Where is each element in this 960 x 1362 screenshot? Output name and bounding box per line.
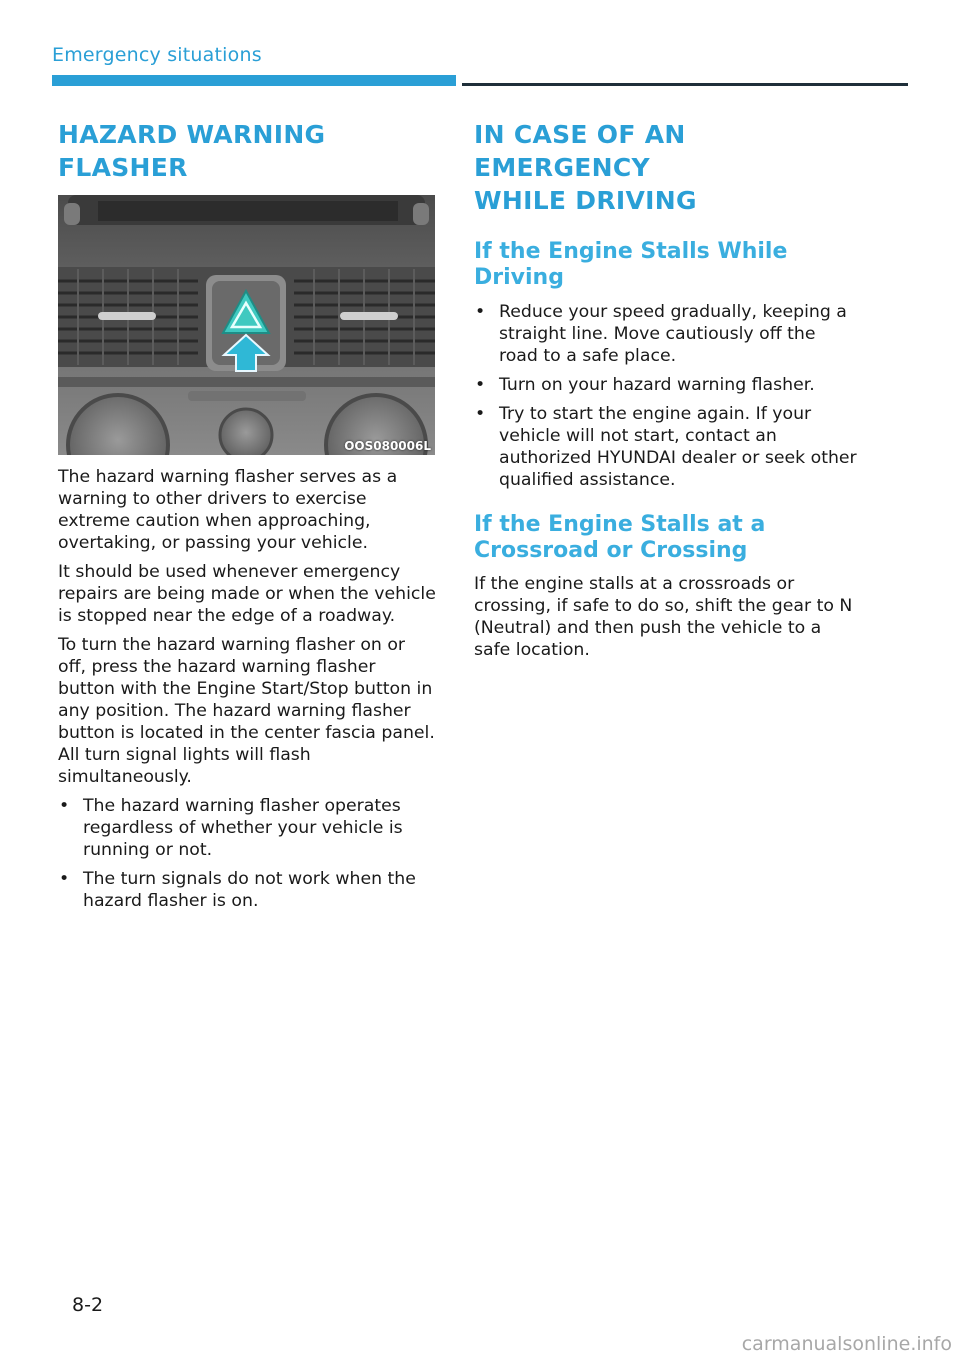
figure-code-label: OOS080006L xyxy=(344,439,431,453)
right-column xyxy=(474,118,858,661)
stall-driving-title: If the Engine Stalls While Driving xyxy=(474,239,788,290)
hazard-paragraph-3: To turn the hazard warning flasher on or off, press the hazard warning flasher button with the Engine Start/Stop button in any position. The hazard warning flasher button is located in the center fascia panel. All turn signal lights will flash simultaneously. xyxy=(58,635,435,787)
emergency-heading-line1: IN CASE OF AN EMERGENCY xyxy=(474,120,686,182)
header-rule-thin xyxy=(462,83,908,86)
list-item: • Reduce your speed gradually, keeping a straight line. Move cautiously off the road to a safe place. xyxy=(474,301,858,367)
list-item: • Try to start the engine again. If your vehicle will not start, contact an authorized HYUNDAI dealer or seek other qualified assistance. xyxy=(474,403,858,491)
stall-crossroad-title: If the Engine Stalls at a Crossroad or Crossing xyxy=(474,512,766,563)
hazard-heading-line2: FLASHER xyxy=(58,153,188,182)
section-header-title: Emergency situations xyxy=(52,44,262,66)
hazard-bullet-list xyxy=(58,795,436,912)
hazard-paragraph-1: The hazard warning flasher serves as a warning to other drivers to exercise extreme caution when approaching, overtaking, or passing your vehicle. xyxy=(58,467,398,553)
list-item: • The turn signals do not work when the hazard flasher is on. xyxy=(58,868,436,912)
emergency-heading xyxy=(474,118,858,217)
hazard-button-figure xyxy=(58,195,435,455)
list-item: • The hazard warning flasher operates regardless of whether your vehicle is running or not. xyxy=(58,795,436,861)
stall-driving-list xyxy=(474,301,858,491)
page-number: 8-2 xyxy=(72,1294,104,1316)
hazard-heading xyxy=(58,118,436,184)
list-item: • Turn on your hazard warning flasher. xyxy=(474,374,858,396)
header-rule-accent xyxy=(52,75,456,86)
hazard-button-illustration xyxy=(58,195,435,455)
hazard-paragraph-2: It should be used whenever emergency repairs are being made or when the vehicle is stopped near the edge of a roadway. xyxy=(58,562,436,626)
emergency-heading-line2: WHILE DRIVING xyxy=(474,186,697,215)
hazard-heading-line1: HAZARD WARNING xyxy=(58,120,326,149)
stall-crossroad-paragraph: If the engine stalls at a crossroads or crossing, if safe to do so, shift the gear to N (Neutral) and then push the vehicle to a safe location. xyxy=(474,574,853,660)
watermark: carmanualsonline.info xyxy=(741,1333,952,1355)
left-column xyxy=(58,118,436,912)
